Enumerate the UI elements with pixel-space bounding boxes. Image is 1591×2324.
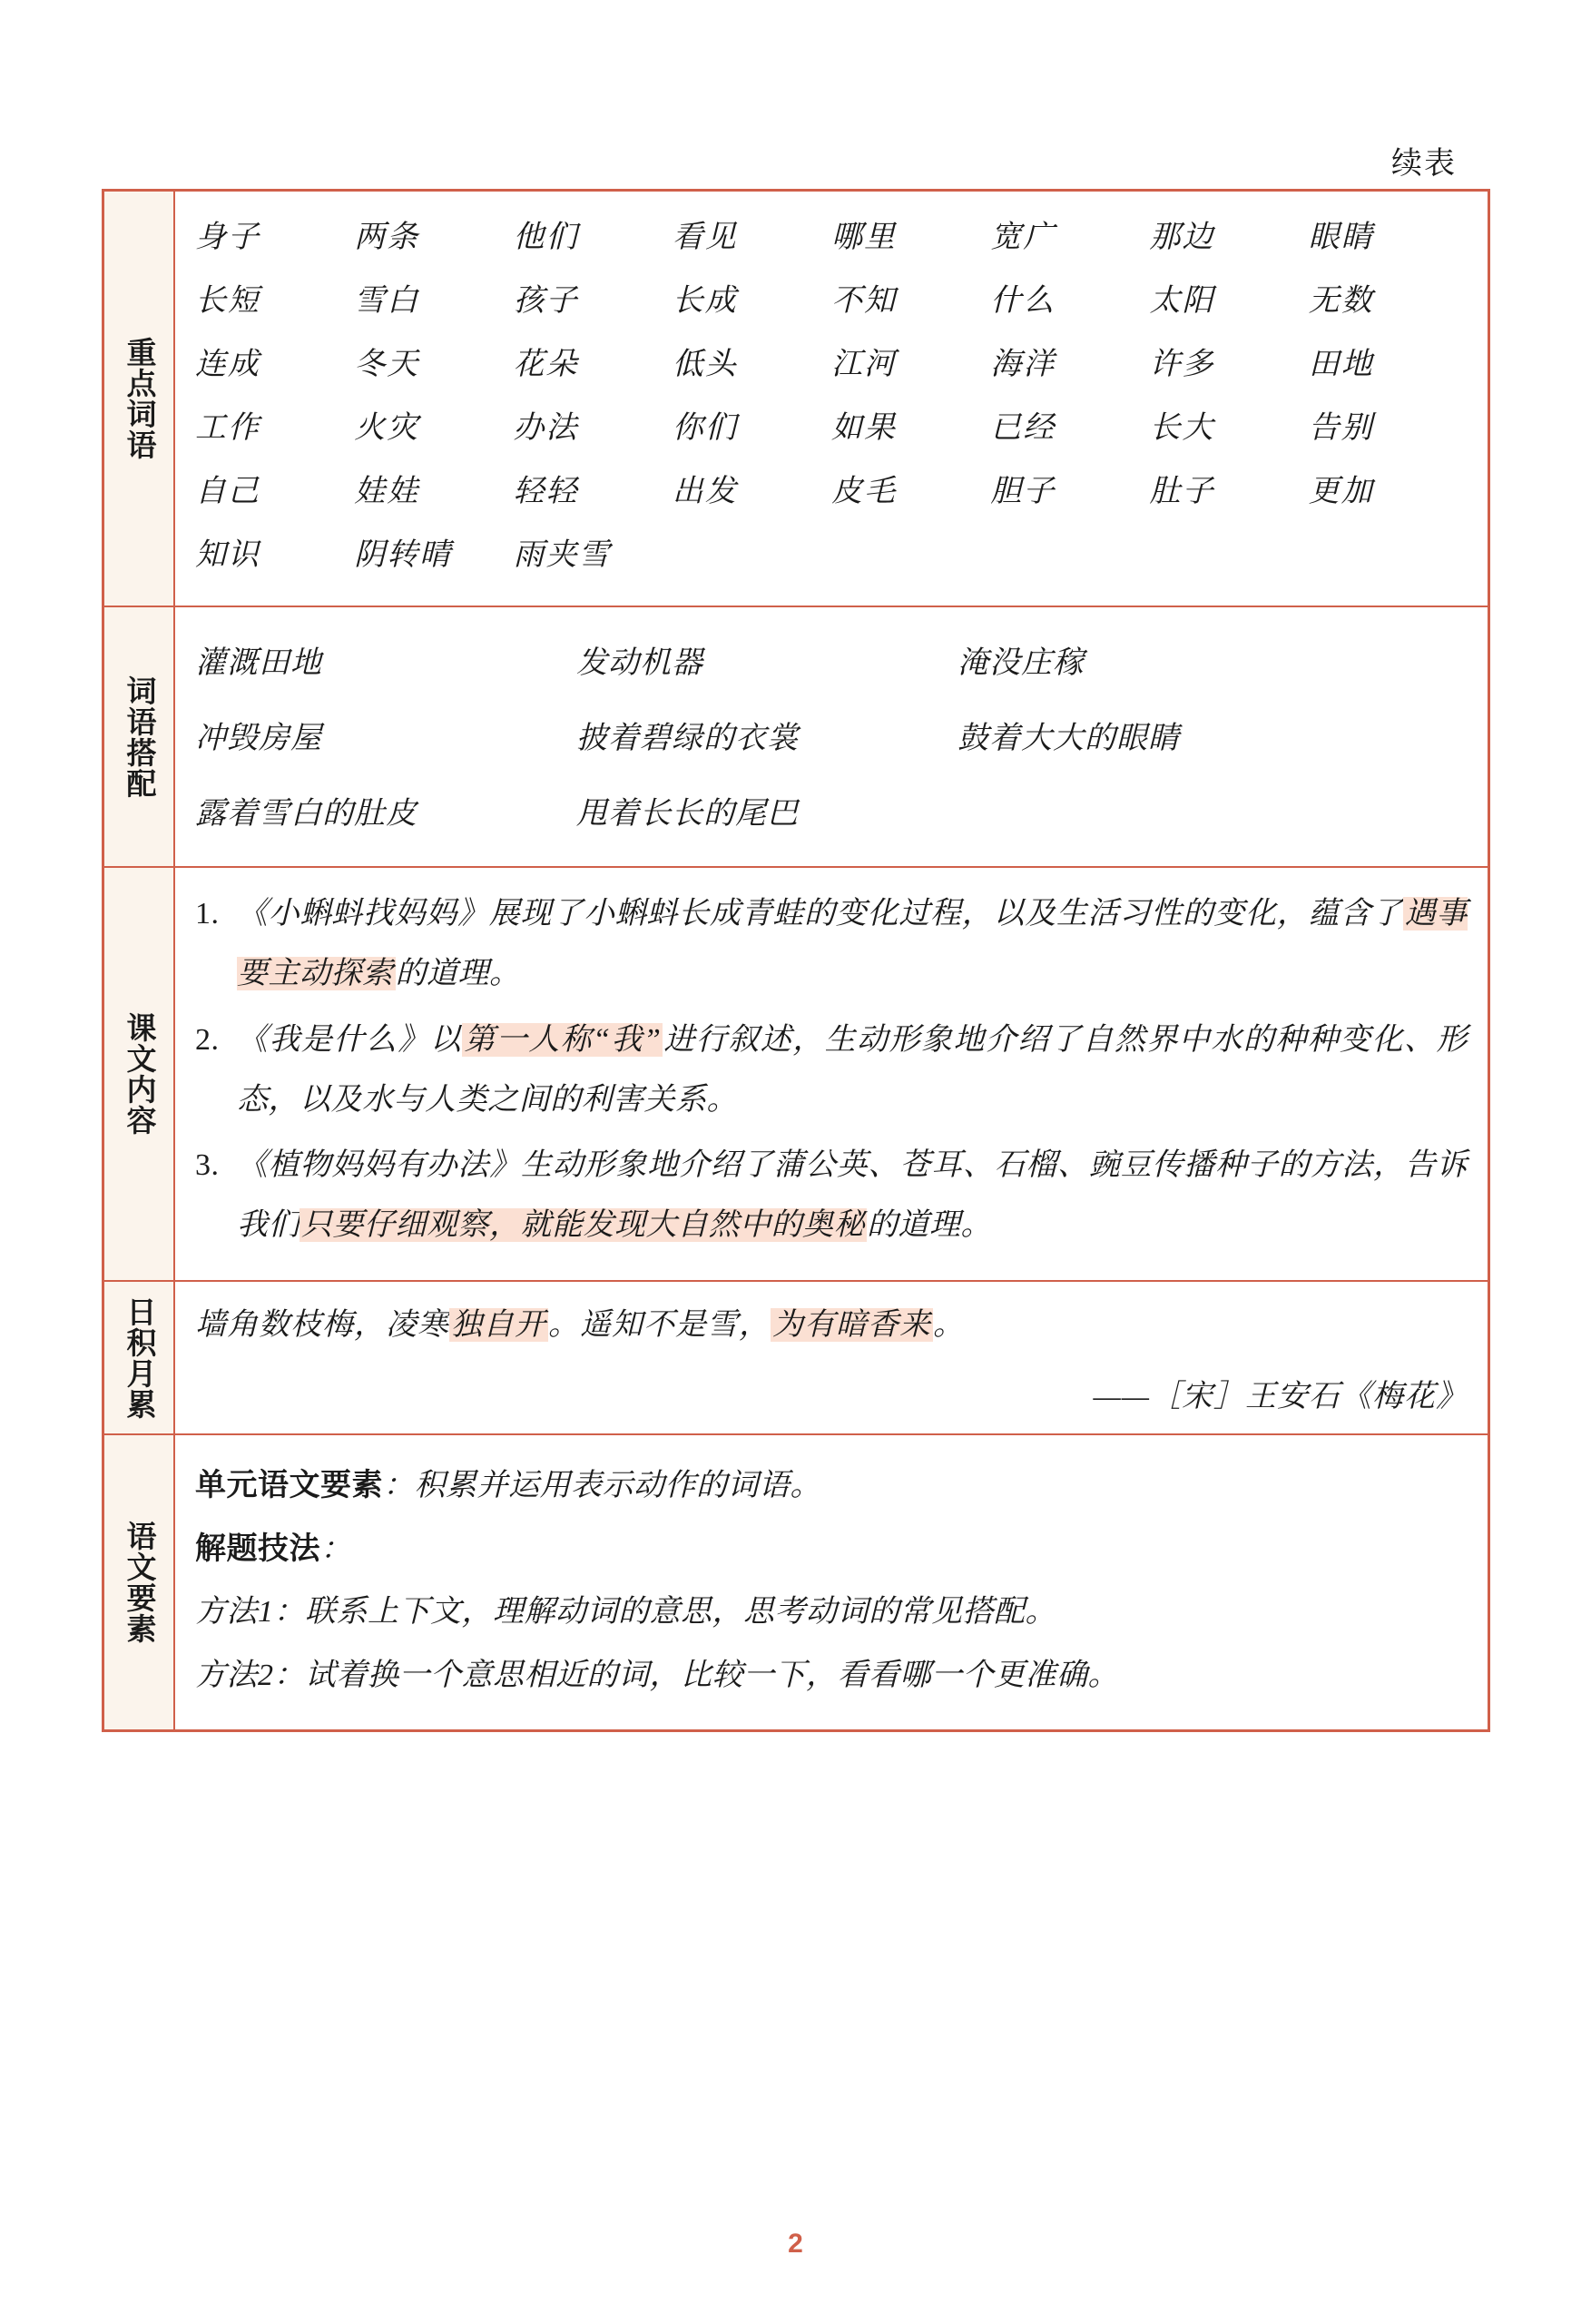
continued-table-label: 续表 — [1391, 147, 1457, 181]
plain-phrase: 的道理。 — [395, 957, 521, 991]
key-word: 皮毛 — [831, 475, 897, 508]
key-word: 告别 — [1308, 411, 1374, 445]
key-word: 胆子 — [990, 475, 1056, 508]
poem-source: ——［宋］王安石《梅花》 — [1093, 1380, 1468, 1414]
language-element-line — [195, 1522, 1468, 1577]
key-word: 宽广 — [990, 221, 1056, 254]
key-word: 长大 — [1149, 411, 1215, 445]
row-body-key-words — [175, 192, 1488, 606]
row-header-text-content-label: 课文内容 — [123, 1011, 157, 1136]
text-content-item-text — [237, 1136, 1468, 1256]
key-word: 孩子 — [513, 284, 579, 318]
text-content-item-number: 3. — [195, 1148, 220, 1183]
plain-phrase: 墙角数枝梅，凌寒 — [195, 1307, 449, 1342]
row-header-language-elements-label: 语文要素 — [123, 1521, 157, 1645]
text-content-item — [195, 1010, 1468, 1131]
plain-phrase: 。 — [933, 1307, 965, 1342]
collocation-item: 鼓着大大的眼睛 — [958, 722, 1180, 755]
poem-line — [195, 1296, 1468, 1355]
collocation-item: 甩着长长的尾巴 — [576, 797, 799, 831]
language-element-line — [195, 1585, 1468, 1640]
collocation-item: 灌溉田地 — [195, 646, 322, 680]
row-body-collocations — [175, 607, 1488, 866]
row-header-text-content — [104, 868, 175, 1280]
key-word: 看见 — [672, 221, 738, 254]
key-word: 知识 — [195, 538, 260, 572]
row-header-key-words — [104, 192, 175, 606]
highlighted-phrase: 只要仔细观察，就能发现大自然中的奥秘 — [301, 1208, 865, 1243]
collocation-item: 发动机器 — [576, 646, 703, 680]
key-word: 工作 — [195, 411, 260, 445]
highlighted-phrase: 遇事要主动探索 — [237, 897, 1468, 991]
key-word: 哪里 — [831, 221, 897, 254]
text-content-list — [195, 884, 1468, 1256]
key-word: 办法 — [513, 411, 579, 445]
row-header-collocations — [104, 607, 175, 866]
language-element-line — [195, 1649, 1468, 1703]
key-words-grid — [195, 206, 1468, 587]
language-element-text: 积累并运用表示动作的词语。 — [414, 1469, 821, 1503]
key-word: 什么 — [990, 284, 1056, 318]
key-word: 自己 — [195, 475, 260, 508]
label-separator: ： — [320, 1531, 352, 1566]
plain-phrase: 进行叙述，生动形象地介绍了自然界中水的种种变化、形态，以及水与人类之间的利害关系。 — [237, 1022, 1468, 1117]
text-content-item-text — [237, 884, 1468, 1005]
key-word: 已经 — [990, 411, 1056, 445]
key-word: 冬天 — [354, 348, 420, 381]
row-header-key-words-label: 重点词语 — [123, 337, 157, 460]
key-word: 连成 — [195, 348, 260, 381]
plain-phrase: 《植物妈妈有办法》生动形象地介绍了蒲公英、苍耳、石榴、豌豆传播种子的方法，告诉我们 — [237, 1148, 1468, 1243]
key-word: 长短 — [195, 284, 260, 318]
key-word: 他们 — [513, 221, 579, 254]
key-word: 更加 — [1308, 475, 1374, 508]
key-word: 太阳 — [1149, 284, 1215, 318]
table-row-accumulation — [104, 1282, 1488, 1436]
plain-phrase: 《我是什么》以 — [237, 1022, 463, 1057]
key-word: 如果 — [831, 411, 897, 445]
plain-phrase: 的道理。 — [867, 1208, 992, 1243]
key-word: 低头 — [672, 348, 738, 381]
collocation-item: 冲毁房屋 — [195, 722, 322, 755]
key-word: 不知 — [831, 284, 897, 318]
language-element-text: 方法2：试着换一个意思相近的词，比较一下，看看哪一个更准确。 — [195, 1658, 1119, 1692]
key-word: 你们 — [672, 411, 738, 445]
collocations-grid — [195, 622, 1468, 848]
row-body-text-content — [175, 868, 1488, 1280]
label-separator: ： — [383, 1469, 415, 1503]
row-header-language-elements — [104, 1435, 175, 1729]
key-word: 两条 — [354, 221, 420, 254]
language-element-label: 解题技法 — [195, 1531, 320, 1566]
row-body-language-elements — [175, 1435, 1488, 1729]
language-element-line — [195, 1459, 1468, 1513]
page-number: 2 — [788, 2229, 803, 2259]
text-content-item-number: 2. — [195, 1022, 220, 1057]
key-word: 许多 — [1149, 348, 1215, 381]
key-word: 江河 — [831, 348, 897, 381]
key-word: 轻轻 — [513, 475, 579, 508]
row-header-accumulation-label: 日积月累 — [123, 1295, 157, 1420]
key-word: 长成 — [672, 284, 738, 318]
key-word: 雨夹雪 — [513, 538, 612, 572]
collocation-item: 淹没庄稼 — [958, 646, 1085, 680]
key-word: 身子 — [195, 221, 260, 254]
row-header-collocations-label: 词语搭配 — [123, 675, 157, 799]
key-word: 出发 — [672, 475, 738, 508]
highlighted-phrase: 独自开 — [451, 1307, 546, 1342]
key-word: 雪白 — [354, 284, 420, 318]
collocation-item: 披着碧绿的衣裳 — [576, 722, 799, 755]
key-word: 娃娃 — [354, 475, 420, 508]
key-word: 阴转晴 — [354, 538, 453, 572]
plain-phrase: 《小蝌蚪找妈妈》展现了小蝌蚪长成青蛙的变化过程，以及生活习性的变化，蕴含了 — [237, 897, 1403, 931]
highlighted-phrase: 为有暗香来 — [772, 1307, 931, 1342]
table-row-collocations — [104, 607, 1488, 868]
plain-phrase: 。遥知不是雪， — [548, 1307, 771, 1342]
key-word: 花朵 — [513, 348, 579, 381]
key-word: 火灾 — [354, 411, 420, 445]
summary-table — [102, 189, 1490, 1732]
highlighted-phrase: 第一人称“我” — [464, 1022, 662, 1057]
text-content-item — [195, 1136, 1468, 1256]
text-content-item-number: 1. — [195, 897, 220, 931]
key-word: 眼睛 — [1308, 221, 1374, 254]
text-content-item — [195, 884, 1468, 1005]
table-row-text-content — [104, 868, 1488, 1282]
key-word: 那边 — [1149, 221, 1215, 254]
table-row-language-elements — [104, 1435, 1488, 1729]
text-content-item-text — [237, 1010, 1468, 1131]
key-word: 无数 — [1308, 284, 1374, 318]
row-header-accumulation — [104, 1282, 175, 1434]
key-word: 肚子 — [1149, 475, 1215, 508]
language-element-text: 方法1：联系上下文，理解动词的意思，思考动词的常见搭配。 — [195, 1595, 1056, 1630]
table-row-key-words — [104, 192, 1488, 607]
language-element-label: 单元语文要素 — [195, 1468, 383, 1503]
row-body-accumulation — [175, 1282, 1488, 1434]
collocation-item: 露着雪白的肚皮 — [195, 797, 417, 831]
key-word: 田地 — [1308, 348, 1374, 381]
language-elements-list — [195, 1459, 1468, 1702]
key-word: 海洋 — [990, 348, 1056, 381]
